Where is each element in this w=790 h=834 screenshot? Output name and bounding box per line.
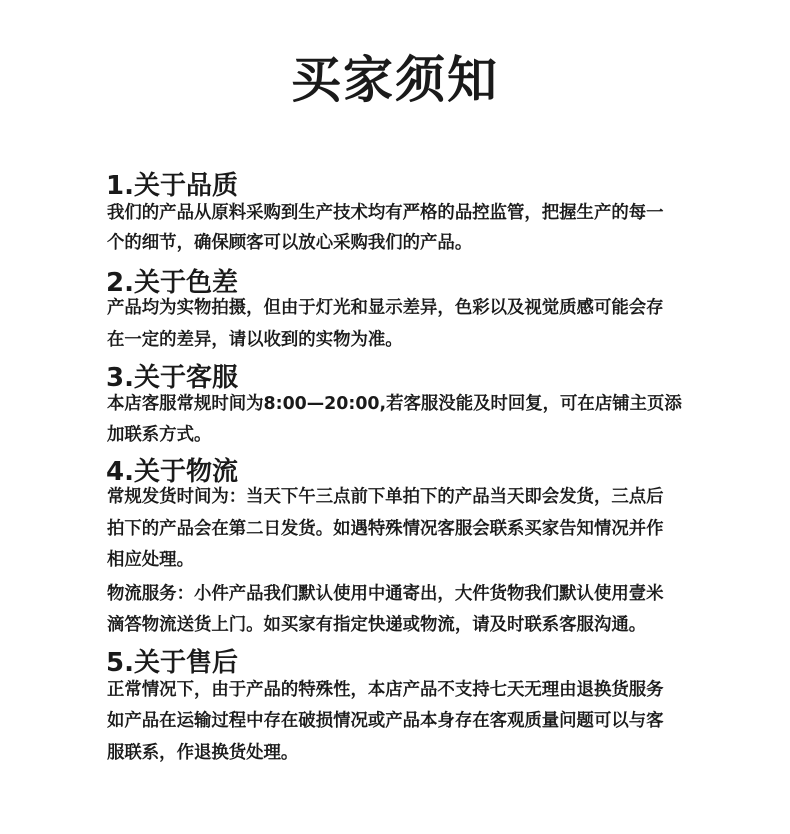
section-text-line: 服联系，作退换货处理。	[107, 743, 299, 763]
section-text-line: 个的细节，确保顾客可以放心采购我们的产品。	[107, 233, 473, 253]
section-heading: 3.关于客服	[106, 363, 238, 393]
section-heading: 4.关于物流	[106, 457, 238, 487]
section-text-line: 加联系方式。	[107, 425, 212, 445]
section-text-line: 本店客服常规时间为8:00—20:00,若客服没能及时回复，可在店铺主页添	[107, 394, 682, 414]
section-text-line: 物流服务：小件产品我们默认使用中通寄出，大件货物我们默认使用壹米	[107, 584, 664, 604]
section-heading: 1.关于品质	[106, 171, 238, 201]
section-text-line: 如产品在运输过程中存在破损情况或产品本身存在客观质量问题可以与客	[107, 711, 664, 731]
section-text-line: 拍下的产品会在第二日发货。如遇特殊情况客服会联系买家告知情况并作	[107, 519, 664, 539]
page-title: 买家须知	[291, 51, 499, 109]
section-text-line: 我们的产品从原料采购到生产技术均有严格的品控监管，把握生产的每一	[107, 203, 664, 223]
section-heading: 2.关于色差	[106, 268, 238, 298]
section-text-line: 在一定的差异，请以收到的实物为准。	[107, 330, 403, 350]
section-text-line: 常规发货时间为：当天下午三点前下单拍下的产品当天即会发货，三点后	[107, 487, 664, 507]
section-text-line: 产品均为实物拍摄，但由于灯光和显示差异，色彩以及视觉质感可能会存	[107, 298, 664, 318]
section-text-line: 相应处理。	[107, 550, 194, 570]
section-text-line: 正常情况下，由于产品的特殊性，本店产品不支持七天无理由退换货服务	[107, 680, 664, 700]
section-text-line: 滴答物流送货上门。如买家有指定快递或物流，请及时联系客服沟通。	[107, 615, 647, 635]
section-heading: 5.关于售后	[106, 648, 238, 678]
